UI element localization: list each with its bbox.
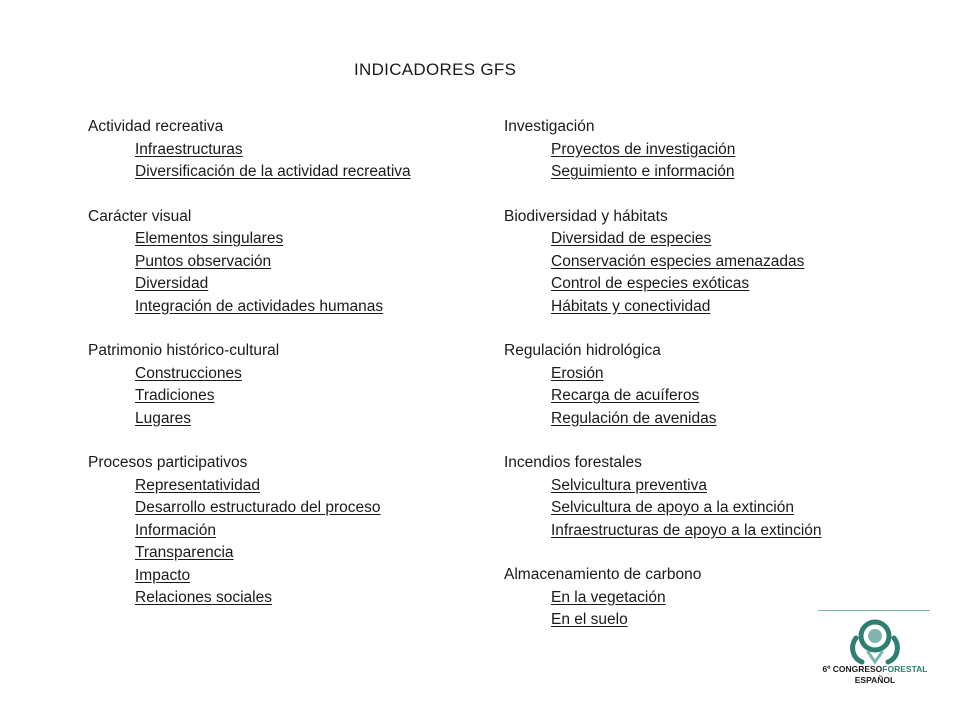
indicator-link[interactable]: En el suelo [551, 611, 628, 628]
indicator-group [88, 206, 488, 319]
indicator-list [504, 228, 924, 318]
list-item [551, 139, 924, 162]
list-item [551, 363, 924, 386]
list-item [551, 385, 924, 408]
indicator-link[interactable]: Diversificación de la actividad recreativa [135, 163, 411, 180]
indicator-list [88, 475, 488, 610]
indicator-link[interactable]: Relaciones sociales [135, 589, 272, 606]
indicator-link[interactable]: Diversidad de especies [551, 230, 712, 247]
list-item [135, 565, 488, 588]
list-item [135, 228, 488, 251]
list-item [135, 385, 488, 408]
indicator-group [504, 206, 924, 319]
left-column [88, 116, 488, 632]
indicator-list [88, 139, 488, 184]
indicator-link[interactable]: Información [135, 521, 216, 539]
indicator-link[interactable]: Infraestructuras [135, 140, 243, 158]
logo-divider [818, 610, 930, 611]
list-item [551, 408, 924, 431]
indicator-link[interactable]: Puntos observación [135, 252, 272, 270]
group-title: Patrimonio histórico-cultural [88, 342, 280, 359]
congress-logo [818, 606, 932, 690]
list-item [135, 520, 488, 543]
indicator-link[interactable]: Conservación especies amenazadas [551, 252, 805, 270]
indicator-list [88, 228, 488, 318]
list-item [135, 251, 488, 274]
indicator-link[interactable]: Desarrollo estructurado del proceso [135, 499, 381, 516]
list-item [135, 475, 488, 498]
indicator-link[interactable]: Elementos singulares [135, 230, 284, 247]
indicator-link[interactable]: Recarga de acuíferos [551, 387, 700, 404]
indicator-link[interactable]: Proyectos de investigación [551, 140, 736, 158]
list-item [135, 542, 488, 565]
indicator-link[interactable]: Selvicultura preventiva [551, 476, 707, 494]
indicator-list [88, 363, 488, 431]
logo-text-accent: FORESTAL [882, 664, 928, 674]
indicator-link[interactable]: Seguimiento e información [551, 163, 735, 180]
logo-text [818, 664, 932, 686]
list-item [135, 273, 488, 296]
indicator-group [504, 340, 924, 430]
list-item [551, 497, 924, 520]
indicator-link[interactable]: Hábitats y conectividad [551, 297, 711, 315]
indicator-link[interactable]: Integración de actividades humanas [135, 297, 384, 315]
list-item [135, 139, 488, 162]
indicator-list [504, 363, 924, 431]
indicator-link[interactable]: Impacto [135, 566, 191, 584]
list-item [135, 161, 488, 184]
list-item [551, 161, 924, 184]
group-title: Biodiversidad y hábitats [504, 207, 668, 225]
list-item [135, 587, 488, 610]
indicator-link[interactable]: Selvicultura de apoyo a la extinción [551, 499, 794, 516]
indicator-link[interactable]: Construcciones [135, 364, 242, 382]
indicator-list [504, 139, 924, 184]
logo-text-prefix: 6º CONGRESO [822, 664, 883, 674]
indicator-group [504, 452, 924, 542]
list-item [551, 475, 924, 498]
right-column [504, 116, 924, 654]
indicator-group [88, 340, 488, 430]
list-item [551, 520, 924, 543]
list-item [551, 273, 924, 296]
logo-text-line2: ESPAÑOL [854, 675, 896, 685]
indicator-link[interactable]: Transparencia [135, 544, 234, 561]
group-title: Procesos participativos [88, 454, 248, 471]
indicator-link[interactable]: En la vegetación [551, 588, 666, 606]
list-item [551, 251, 924, 274]
indicator-link[interactable]: Lugares [135, 409, 192, 427]
list-item [135, 408, 488, 431]
tree-logo-icon [846, 618, 904, 666]
group-title: Regulación hidrológica [504, 342, 661, 359]
indicator-link[interactable]: Regulación de avenidas [551, 409, 717, 427]
group-title: Incendios forestales [504, 454, 642, 471]
indicator-group [88, 116, 488, 184]
indicator-group [504, 116, 924, 184]
list-item [135, 363, 488, 386]
indicator-link[interactable]: Control de especies exóticas [551, 275, 750, 292]
group-title: Investigación [504, 118, 595, 135]
group-title: Actividad recreativa [88, 118, 224, 135]
indicator-link[interactable]: Diversidad [135, 275, 209, 292]
list-item [551, 228, 924, 251]
indicator-link[interactable]: Erosión [551, 364, 604, 382]
indicator-list [504, 475, 924, 543]
indicator-link[interactable]: Infraestructuras de apoyo a la extinción [551, 521, 822, 539]
list-item [551, 296, 924, 319]
indicator-group [88, 452, 488, 610]
indicator-link[interactable]: Representatividad [135, 476, 260, 494]
indicator-link[interactable]: Tradiciones [135, 387, 215, 404]
page-title: INDICADORES GFS [354, 60, 517, 79]
group-title: Almacenamiento de carbono [504, 566, 702, 583]
list-item [135, 497, 488, 520]
list-item [135, 296, 488, 319]
group-title: Carácter visual [88, 207, 192, 225]
